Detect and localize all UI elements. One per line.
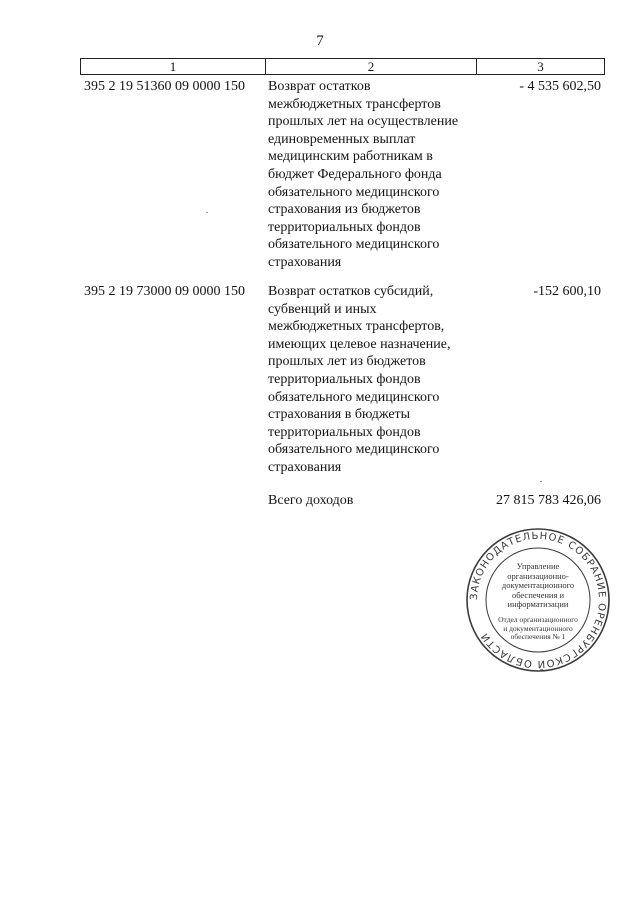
scan-speck [206, 212, 208, 213]
page-number: 7 [316, 33, 324, 49]
stamp-sub-text: Отдел организационного и документационного обеспечения № 1 [498, 615, 578, 641]
total-amount: 27 815 783 426,06 [496, 493, 601, 508]
column-header-1: 1 [81, 59, 266, 74]
row-description: Возврат остатков межбюджетных трансфертов прошлых лет на осуществление единовременных выплат медицинским работникам в бюджет Федерального фонда обязательного медицинского страхования из бюджетов территориальных фондов обязательного медицинского страхования [268, 79, 459, 270]
row-description: Возврат остатков субсидий, субвенций и иных межбюджетных трансфертов, имеющих целевое назначение, прошлых лет из бюджетов территориальных фондов обязательного медицинского страхования в бюджеты территориальных фондов обязательного медицинского страхования [268, 284, 451, 475]
row-code: 395 2 19 51360 09 0000 150 [84, 79, 245, 94]
stamp-center-text: Управление организационно-документационного обеспечения и информатизации [501, 561, 575, 609]
stamp-ring-text: ЗАКОНОДАТЕЛЬНОЕ СОБРАНИЕ ОРЕНБУРГСКОЙ ОБЛАСТИ [468, 530, 608, 670]
total-label: Всего доходов [268, 493, 354, 508]
column-header-2: 2 [266, 59, 477, 74]
column-header-3: 3 [537, 59, 544, 74]
scan-speck [540, 481, 542, 482]
row-amount: -152 600,10 [533, 284, 601, 299]
row-amount: - 4 535 602,50 [519, 79, 601, 94]
table-header [80, 58, 605, 75]
row-code: 395 2 19 73000 09 0000 150 [84, 284, 245, 299]
